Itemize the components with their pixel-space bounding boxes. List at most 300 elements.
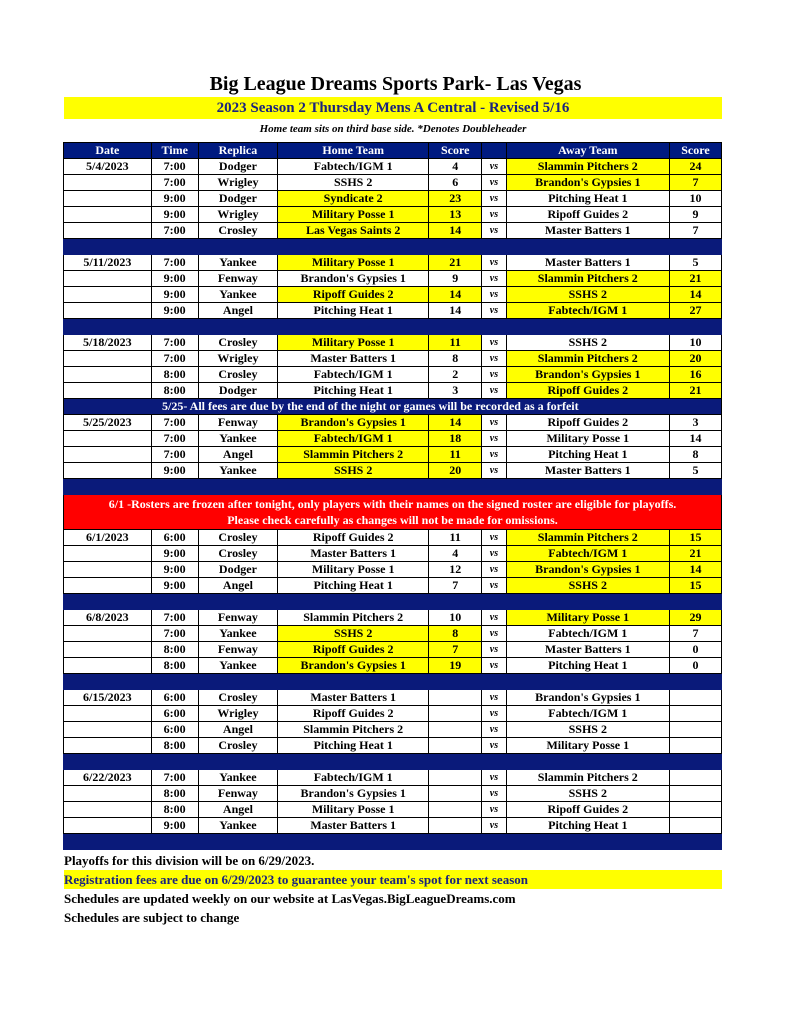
- vs-label: vs: [482, 463, 506, 479]
- game-row: [64, 383, 722, 399]
- home-score: 7: [429, 578, 482, 594]
- game-date: [64, 175, 152, 191]
- separator-cell: [64, 239, 722, 255]
- home-team: Fabtech/IGM 1: [278, 431, 429, 447]
- home-team: Military Posse 1: [278, 255, 429, 271]
- away-team: Slammin Pitchers 2: [506, 770, 669, 786]
- vs-label: vs: [482, 642, 506, 658]
- away-score: [669, 690, 721, 706]
- vs-label: vs: [482, 786, 506, 802]
- away-score: [669, 802, 721, 818]
- away-team: SSHS 2: [506, 335, 669, 351]
- away-score: [669, 786, 721, 802]
- vs-label: vs: [482, 175, 506, 191]
- home-team: Military Posse 1: [278, 335, 429, 351]
- game-date: [64, 546, 152, 562]
- separator-cell: [64, 319, 722, 335]
- game-date: [64, 367, 152, 383]
- fees-notice-row: [64, 399, 722, 415]
- away-score: [669, 770, 721, 786]
- game-row: [64, 626, 722, 642]
- away-score: 0: [669, 658, 721, 674]
- game-replica: Crosley: [198, 546, 278, 562]
- home-team: Pitching Heat 1: [278, 738, 429, 754]
- away-score: 0: [669, 642, 721, 658]
- table-header-row: [64, 143, 722, 159]
- game-time: 7:00: [151, 447, 198, 463]
- game-replica: Dodger: [198, 191, 278, 207]
- home-score: 23: [429, 191, 482, 207]
- game-date: [64, 351, 152, 367]
- week-separator: [64, 754, 722, 770]
- week-separator: [64, 594, 722, 610]
- away-score: 14: [669, 287, 721, 303]
- home-score: 14: [429, 287, 482, 303]
- vs-label: vs: [482, 383, 506, 399]
- game-replica: Fenway: [198, 610, 278, 626]
- away-team: Slammin Pitchers 2: [506, 271, 669, 287]
- game-replica: Yankee: [198, 431, 278, 447]
- game-replica: Yankee: [198, 626, 278, 642]
- col-time: Time: [151, 143, 198, 159]
- home-team-note: Home team sits on third base side. *Denotes Doubleheader: [259, 123, 527, 135]
- home-score: 19: [429, 658, 482, 674]
- game-time: 9:00: [151, 562, 198, 578]
- website-note: Schedules are updated weekly on our website at LasVegas.BigLeagueDreams.com: [64, 891, 516, 906]
- away-team: Master Batters 1: [506, 642, 669, 658]
- home-score: 6: [429, 175, 482, 191]
- game-date: [64, 383, 152, 399]
- roster-notice-line2: Please check carefully as changes will not be made for omissions.: [227, 513, 558, 527]
- game-row: [64, 367, 722, 383]
- game-date: [64, 722, 152, 738]
- home-score: 7: [429, 642, 482, 658]
- home-score: 18: [429, 431, 482, 447]
- game-row: [64, 287, 722, 303]
- game-row: [64, 191, 722, 207]
- away-team: Military Posse 1: [506, 610, 669, 626]
- game-date: [64, 706, 152, 722]
- game-row: [64, 303, 722, 319]
- home-team: Pitching Heat 1: [278, 578, 429, 594]
- away-team: Brandon's Gypsies 1: [506, 175, 669, 191]
- home-score: 3: [429, 383, 482, 399]
- game-replica: Crosley: [198, 530, 278, 546]
- away-score: 5: [669, 463, 721, 479]
- home-score: 10: [429, 610, 482, 626]
- game-date: [64, 626, 152, 642]
- week-separator: [64, 479, 722, 495]
- game-replica: Fenway: [198, 415, 278, 431]
- game-row: [64, 351, 722, 367]
- game-replica: Angel: [198, 722, 278, 738]
- game-date: [64, 463, 152, 479]
- away-score: 21: [669, 546, 721, 562]
- away-team: Pitching Heat 1: [506, 658, 669, 674]
- separator-cell: [64, 834, 722, 850]
- away-score: 24: [669, 159, 721, 175]
- away-team: SSHS 2: [506, 786, 669, 802]
- game-time: 9:00: [151, 191, 198, 207]
- home-score: 13: [429, 207, 482, 223]
- away-score: [669, 818, 721, 834]
- home-team: Pitching Heat 1: [278, 383, 429, 399]
- vs-label: vs: [482, 303, 506, 319]
- game-date: 6/8/2023: [64, 610, 152, 626]
- game-row: [64, 610, 722, 626]
- home-team: Fabtech/IGM 1: [278, 770, 429, 786]
- home-score: 20: [429, 463, 482, 479]
- game-replica: Crosley: [198, 335, 278, 351]
- game-replica: Yankee: [198, 818, 278, 834]
- away-score: 14: [669, 431, 721, 447]
- away-score: 10: [669, 335, 721, 351]
- game-row: [64, 658, 722, 674]
- vs-label: vs: [482, 722, 506, 738]
- home-score: [429, 706, 482, 722]
- home-score: [429, 818, 482, 834]
- home-score: 14: [429, 303, 482, 319]
- game-row: [64, 562, 722, 578]
- game-replica: Fenway: [198, 271, 278, 287]
- away-team: SSHS 2: [506, 287, 669, 303]
- game-replica: Wrigley: [198, 351, 278, 367]
- home-team: Master Batters 1: [278, 690, 429, 706]
- game-date: [64, 191, 152, 207]
- home-team: Syndicate 2: [278, 191, 429, 207]
- vs-label: vs: [482, 207, 506, 223]
- home-team: Ripoff Guides 2: [278, 642, 429, 658]
- vs-label: vs: [482, 690, 506, 706]
- away-score: 20: [669, 351, 721, 367]
- away-score: 21: [669, 271, 721, 287]
- game-replica: Crosley: [198, 367, 278, 383]
- home-team: SSHS 2: [278, 463, 429, 479]
- home-team: Brandon's Gypsies 1: [278, 658, 429, 674]
- vs-label: vs: [482, 255, 506, 271]
- game-time: 7:00: [151, 223, 198, 239]
- home-team: Military Posse 1: [278, 562, 429, 578]
- page-title: Big League Dreams Sports Park- Las Vegas: [209, 73, 582, 95]
- game-replica: Wrigley: [198, 207, 278, 223]
- home-team: Brandon's Gypsies 1: [278, 786, 429, 802]
- vs-label: vs: [482, 530, 506, 546]
- home-score: 4: [429, 546, 482, 562]
- away-score: [669, 722, 721, 738]
- home-team: Ripoff Guides 2: [278, 287, 429, 303]
- game-time: 7:00: [151, 351, 198, 367]
- home-team: Las Vegas Saints 2: [278, 223, 429, 239]
- home-team: Master Batters 1: [278, 546, 429, 562]
- vs-label: vs: [482, 159, 506, 175]
- game-row: [64, 722, 722, 738]
- game-time: 7:00: [151, 335, 198, 351]
- vs-label: vs: [482, 770, 506, 786]
- game-date: [64, 447, 152, 463]
- game-row: [64, 207, 722, 223]
- away-team: Military Posse 1: [506, 738, 669, 754]
- game-replica: Dodger: [198, 562, 278, 578]
- game-replica: Dodger: [198, 159, 278, 175]
- vs-label: vs: [482, 610, 506, 626]
- game-replica: Angel: [198, 303, 278, 319]
- separator-cell: [64, 594, 722, 610]
- home-team: Pitching Heat 1: [278, 303, 429, 319]
- vs-label: vs: [482, 447, 506, 463]
- game-row: [64, 770, 722, 786]
- away-team: Ripoff Guides 2: [506, 383, 669, 399]
- home-score: 11: [429, 335, 482, 351]
- game-row: [64, 271, 722, 287]
- home-team: Military Posse 1: [278, 802, 429, 818]
- home-team: Brandon's Gypsies 1: [278, 415, 429, 431]
- game-row: [64, 818, 722, 834]
- away-team: Slammin Pitchers 2: [506, 351, 669, 367]
- away-score: 9: [669, 207, 721, 223]
- game-date: [64, 802, 152, 818]
- game-time: 6:00: [151, 690, 198, 706]
- game-date: [64, 578, 152, 594]
- vs-label: vs: [482, 415, 506, 431]
- away-team: Brandon's Gypsies 1: [506, 562, 669, 578]
- game-row: [64, 447, 722, 463]
- col-home-score: Score: [429, 143, 482, 159]
- game-date: [64, 562, 152, 578]
- away-team: Pitching Heat 1: [506, 818, 669, 834]
- away-score: 5: [669, 255, 721, 271]
- game-date: 6/22/2023: [64, 770, 152, 786]
- vs-label: vs: [482, 367, 506, 383]
- home-score: 2: [429, 367, 482, 383]
- game-time: 7:00: [151, 175, 198, 191]
- home-score: 8: [429, 626, 482, 642]
- away-score: 7: [669, 626, 721, 642]
- game-row: [64, 335, 722, 351]
- col-away-score: Score: [669, 143, 721, 159]
- away-team: Military Posse 1: [506, 431, 669, 447]
- away-score: [669, 706, 721, 722]
- game-date: [64, 642, 152, 658]
- game-row: [64, 463, 722, 479]
- game-time: 9:00: [151, 463, 198, 479]
- separator-cell: [64, 479, 722, 495]
- away-team: Master Batters 1: [506, 223, 669, 239]
- game-row: [64, 690, 722, 706]
- home-team: Slammin Pitchers 2: [278, 447, 429, 463]
- home-score: [429, 802, 482, 818]
- away-team: Ripoff Guides 2: [506, 415, 669, 431]
- game-row: [64, 578, 722, 594]
- game-replica: Crosley: [198, 223, 278, 239]
- home-score: [429, 770, 482, 786]
- home-score: 4: [429, 159, 482, 175]
- vs-label: vs: [482, 738, 506, 754]
- season-subtitle: 2023 Season 2 Thursday Mens A Central - Revised 5/16: [64, 97, 722, 119]
- game-date: [64, 738, 152, 754]
- week-separator: [64, 319, 722, 335]
- away-team: Slammin Pitchers 2: [506, 159, 669, 175]
- away-score: 15: [669, 530, 721, 546]
- separator-cell: [64, 754, 722, 770]
- away-score: 10: [669, 191, 721, 207]
- game-replica: Fenway: [198, 642, 278, 658]
- game-date: 5/11/2023: [64, 255, 152, 271]
- home-score: [429, 690, 482, 706]
- away-team: Brandon's Gypsies 1: [506, 367, 669, 383]
- game-time: 9:00: [151, 287, 198, 303]
- week-separator: [64, 674, 722, 690]
- game-time: 8:00: [151, 786, 198, 802]
- vs-label: vs: [482, 287, 506, 303]
- fees-notice: 5/25- All fees are due by the end of the night or games will be recorded as a forfeit: [64, 399, 722, 415]
- away-team: Pitching Heat 1: [506, 191, 669, 207]
- registration-note: Registration fees are due on 6/29/2023 to guarantee your team's spot for next season: [64, 870, 722, 889]
- game-date: 5/4/2023: [64, 159, 152, 175]
- col-away-team: Away Team: [506, 143, 669, 159]
- away-score: 8: [669, 447, 721, 463]
- home-score: 14: [429, 223, 482, 239]
- home-score: 12: [429, 562, 482, 578]
- game-date: [64, 223, 152, 239]
- game-row: [64, 159, 722, 175]
- vs-label: vs: [482, 578, 506, 594]
- away-team: SSHS 2: [506, 722, 669, 738]
- vs-label: vs: [482, 223, 506, 239]
- home-score: 14: [429, 415, 482, 431]
- away-team: SSHS 2: [506, 578, 669, 594]
- week-separator: [64, 834, 722, 850]
- game-replica: Angel: [198, 802, 278, 818]
- roster-notice: [64, 495, 722, 530]
- game-time: 9:00: [151, 271, 198, 287]
- away-team: Ripoff Guides 2: [506, 802, 669, 818]
- game-date: [64, 786, 152, 802]
- game-replica: Crosley: [198, 690, 278, 706]
- home-team: Master Batters 1: [278, 351, 429, 367]
- game-replica: Crosley: [198, 738, 278, 754]
- home-score: 21: [429, 255, 482, 271]
- game-time: 7:00: [151, 610, 198, 626]
- game-row: [64, 415, 722, 431]
- vs-label: vs: [482, 626, 506, 642]
- vs-label: vs: [482, 562, 506, 578]
- game-row: [64, 530, 722, 546]
- game-time: 9:00: [151, 303, 198, 319]
- away-score: [669, 738, 721, 754]
- game-date: [64, 271, 152, 287]
- game-date: 5/25/2023: [64, 415, 152, 431]
- game-replica: Yankee: [198, 255, 278, 271]
- away-team: Fabtech/IGM 1: [506, 546, 669, 562]
- game-replica: Yankee: [198, 658, 278, 674]
- vs-label: vs: [482, 351, 506, 367]
- home-team: Master Batters 1: [278, 818, 429, 834]
- vs-label: vs: [482, 706, 506, 722]
- away-score: 7: [669, 223, 721, 239]
- home-team: Fabtech/IGM 1: [278, 159, 429, 175]
- game-row: [64, 223, 722, 239]
- vs-label: vs: [482, 802, 506, 818]
- home-team: Slammin Pitchers 2: [278, 610, 429, 626]
- game-time: 7:00: [151, 415, 198, 431]
- col-date: Date: [64, 143, 152, 159]
- game-row: [64, 546, 722, 562]
- game-date: [64, 207, 152, 223]
- away-team: Master Batters 1: [506, 255, 669, 271]
- away-team: Pitching Heat 1: [506, 447, 669, 463]
- separator-cell: [64, 674, 722, 690]
- away-score: 3: [669, 415, 721, 431]
- vs-label: vs: [482, 818, 506, 834]
- game-date: 6/15/2023: [64, 690, 152, 706]
- home-team: Ripoff Guides 2: [278, 706, 429, 722]
- game-time: 6:00: [151, 706, 198, 722]
- playoffs-note: Playoffs for this division will be on 6/29/2023.: [64, 853, 315, 868]
- game-time: 7:00: [151, 431, 198, 447]
- game-date: [64, 303, 152, 319]
- home-score: [429, 786, 482, 802]
- vs-label: vs: [482, 335, 506, 351]
- game-replica: Fenway: [198, 786, 278, 802]
- away-team: Fabtech/IGM 1: [506, 303, 669, 319]
- game-replica: Dodger: [198, 383, 278, 399]
- home-score: 9: [429, 271, 482, 287]
- game-date: [64, 287, 152, 303]
- home-team: Brandon's Gypsies 1: [278, 271, 429, 287]
- game-time: 8:00: [151, 367, 198, 383]
- week-separator: [64, 239, 722, 255]
- home-score: 11: [429, 447, 482, 463]
- home-score: [429, 722, 482, 738]
- game-time: 7:00: [151, 255, 198, 271]
- game-row: [64, 802, 722, 818]
- home-team: SSHS 2: [278, 175, 429, 191]
- roster-notice-line1: 6/1 -Rosters are frozen after tonight, only players with their names on the signed roster are eligible for playoffs.: [108, 497, 677, 511]
- away-team: Brandon's Gypsies 1: [506, 690, 669, 706]
- game-time: 9:00: [151, 207, 198, 223]
- away-score: 15: [669, 578, 721, 594]
- game-row: [64, 738, 722, 754]
- game-time: 8:00: [151, 642, 198, 658]
- home-team: SSHS 2: [278, 626, 429, 642]
- schedule-table: [63, 142, 722, 850]
- game-replica: Angel: [198, 447, 278, 463]
- vs-label: vs: [482, 658, 506, 674]
- home-score: 11: [429, 530, 482, 546]
- home-team: Fabtech/IGM 1: [278, 367, 429, 383]
- game-row: [64, 431, 722, 447]
- game-replica: Yankee: [198, 287, 278, 303]
- game-time: 8:00: [151, 383, 198, 399]
- col-replica: Replica: [198, 143, 278, 159]
- change-note: Schedules are subject to change: [64, 910, 240, 925]
- game-time: 8:00: [151, 658, 198, 674]
- game-time: 7:00: [151, 159, 198, 175]
- away-score: 27: [669, 303, 721, 319]
- game-replica: Angel: [198, 578, 278, 594]
- game-row: [64, 786, 722, 802]
- away-score: 14: [669, 562, 721, 578]
- vs-label: vs: [482, 431, 506, 447]
- home-score: [429, 738, 482, 754]
- game-replica: Yankee: [198, 770, 278, 786]
- away-team: Fabtech/IGM 1: [506, 706, 669, 722]
- away-score: 29: [669, 610, 721, 626]
- col-home-team: Home Team: [278, 143, 429, 159]
- away-team: Ripoff Guides 2: [506, 207, 669, 223]
- col-vs: [482, 143, 506, 159]
- game-time: 7:00: [151, 770, 198, 786]
